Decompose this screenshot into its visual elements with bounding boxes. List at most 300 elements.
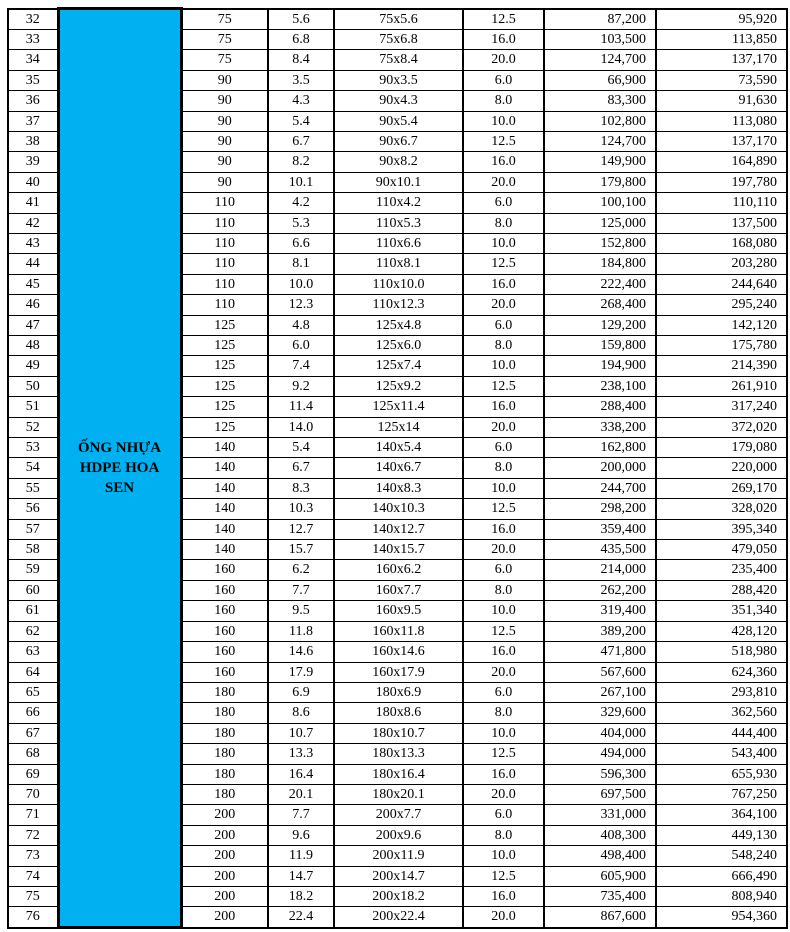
thickness-cell: 14.6 bbox=[268, 642, 334, 662]
price-1-cell: 389,200 bbox=[544, 621, 656, 641]
row-number-cell: 61 bbox=[8, 601, 58, 621]
row-number-cell: 47 bbox=[8, 315, 58, 335]
product-group-cell bbox=[58, 9, 181, 928]
pn-cell: 8.0 bbox=[463, 91, 544, 111]
pn-cell: 6.0 bbox=[463, 315, 544, 335]
size-cell: 90x8.2 bbox=[334, 152, 463, 172]
diameter-cell: 140 bbox=[181, 499, 268, 519]
price-1-cell: 152,800 bbox=[544, 233, 656, 253]
pn-cell: 6.0 bbox=[463, 560, 544, 580]
pn-cell: 10.0 bbox=[463, 601, 544, 621]
pn-cell: 12.5 bbox=[463, 131, 544, 151]
row-number-cell: 65 bbox=[8, 682, 58, 702]
diameter-cell: 180 bbox=[181, 703, 268, 723]
diameter-cell: 180 bbox=[181, 744, 268, 764]
price-2-cell: 328,020 bbox=[656, 499, 787, 519]
row-number-cell: 51 bbox=[8, 397, 58, 417]
diameter-cell: 200 bbox=[181, 866, 268, 886]
price-2-cell: 449,130 bbox=[656, 825, 787, 845]
price-1-cell: 124,700 bbox=[544, 131, 656, 151]
diameter-cell: 200 bbox=[181, 846, 268, 866]
price-2-cell: 203,280 bbox=[656, 254, 787, 274]
price-1-cell: 359,400 bbox=[544, 519, 656, 539]
pn-cell: 16.0 bbox=[463, 642, 544, 662]
thickness-cell: 7.4 bbox=[268, 356, 334, 376]
pn-cell: 6.0 bbox=[463, 438, 544, 458]
pn-cell: 10.0 bbox=[463, 356, 544, 376]
row-number-cell: 59 bbox=[8, 560, 58, 580]
price-2-cell: 110,110 bbox=[656, 193, 787, 213]
thickness-cell: 6.7 bbox=[268, 131, 334, 151]
row-number-cell: 48 bbox=[8, 336, 58, 356]
row-number-cell: 44 bbox=[8, 254, 58, 274]
size-cell: 125x9.2 bbox=[334, 376, 463, 396]
pn-cell: 10.0 bbox=[463, 478, 544, 498]
size-cell: 140x5.4 bbox=[334, 438, 463, 458]
thickness-cell: 10.3 bbox=[268, 499, 334, 519]
row-number-cell: 64 bbox=[8, 662, 58, 682]
size-cell: 140x6.7 bbox=[334, 458, 463, 478]
diameter-cell: 90 bbox=[181, 111, 268, 131]
diameter-cell: 160 bbox=[181, 642, 268, 662]
price-2-cell: 372,020 bbox=[656, 417, 787, 437]
price-2-cell: 954,360 bbox=[656, 907, 787, 928]
thickness-cell: 6.9 bbox=[268, 682, 334, 702]
thickness-cell: 6.2 bbox=[268, 560, 334, 580]
row-number-cell: 72 bbox=[8, 825, 58, 845]
thickness-cell: 5.4 bbox=[268, 111, 334, 131]
size-cell: 180x10.7 bbox=[334, 723, 463, 743]
thickness-cell: 4.2 bbox=[268, 193, 334, 213]
pn-cell: 16.0 bbox=[463, 764, 544, 784]
row-number-cell: 39 bbox=[8, 152, 58, 172]
size-cell: 160x9.5 bbox=[334, 601, 463, 621]
pn-cell: 10.0 bbox=[463, 723, 544, 743]
thickness-cell: 10.7 bbox=[268, 723, 334, 743]
price-2-cell: 548,240 bbox=[656, 846, 787, 866]
price-1-cell: 87,200 bbox=[544, 9, 656, 30]
price-1-cell: 735,400 bbox=[544, 886, 656, 906]
size-cell: 200x18.2 bbox=[334, 886, 463, 906]
price-1-cell: 262,200 bbox=[544, 580, 656, 600]
row-number-cell: 52 bbox=[8, 417, 58, 437]
row-number-cell: 37 bbox=[8, 111, 58, 131]
size-cell: 125x7.4 bbox=[334, 356, 463, 376]
size-cell: 180x16.4 bbox=[334, 764, 463, 784]
size-cell: 110x10.0 bbox=[334, 274, 463, 294]
price-2-cell: 113,080 bbox=[656, 111, 787, 131]
diameter-cell: 160 bbox=[181, 560, 268, 580]
row-number-cell: 73 bbox=[8, 846, 58, 866]
diameter-cell: 160 bbox=[181, 601, 268, 621]
row-number-cell: 43 bbox=[8, 233, 58, 253]
row-number-cell: 45 bbox=[8, 274, 58, 294]
product-group-label: ỐNG NHỰA HDPE HOA SEN bbox=[77, 439, 162, 497]
diameter-cell: 90 bbox=[181, 91, 268, 111]
table-row bbox=[8, 9, 787, 30]
thickness-cell: 4.3 bbox=[268, 91, 334, 111]
price-1-cell: 329,600 bbox=[544, 703, 656, 723]
pn-cell: 12.5 bbox=[463, 744, 544, 764]
diameter-cell: 125 bbox=[181, 417, 268, 437]
price-1-cell: 567,600 bbox=[544, 662, 656, 682]
row-number-cell: 71 bbox=[8, 805, 58, 825]
price-1-cell: 404,000 bbox=[544, 723, 656, 743]
pn-cell: 10.0 bbox=[463, 846, 544, 866]
thickness-cell: 6.0 bbox=[268, 336, 334, 356]
price-2-cell: 351,340 bbox=[656, 601, 787, 621]
pn-cell: 8.0 bbox=[463, 703, 544, 723]
thickness-cell: 17.9 bbox=[268, 662, 334, 682]
price-2-cell: 137,500 bbox=[656, 213, 787, 233]
price-2-cell: 168,080 bbox=[656, 233, 787, 253]
size-cell: 200x11.9 bbox=[334, 846, 463, 866]
size-cell: 180x8.6 bbox=[334, 703, 463, 723]
price-1-cell: 100,100 bbox=[544, 193, 656, 213]
size-cell: 90x4.3 bbox=[334, 91, 463, 111]
pn-cell: 20.0 bbox=[463, 172, 544, 192]
price-2-cell: 235,400 bbox=[656, 560, 787, 580]
diameter-cell: 200 bbox=[181, 805, 268, 825]
size-cell: 125x4.8 bbox=[334, 315, 463, 335]
size-cell: 110x12.3 bbox=[334, 295, 463, 315]
size-cell: 75x8.4 bbox=[334, 50, 463, 70]
pn-cell: 20.0 bbox=[463, 540, 544, 560]
price-2-cell: 142,120 bbox=[656, 315, 787, 335]
thickness-cell: 16.4 bbox=[268, 764, 334, 784]
price-1-cell: 408,300 bbox=[544, 825, 656, 845]
price-2-cell: 767,250 bbox=[656, 784, 787, 804]
pn-cell: 16.0 bbox=[463, 519, 544, 539]
thickness-cell: 6.7 bbox=[268, 458, 334, 478]
price-1-cell: 331,000 bbox=[544, 805, 656, 825]
thickness-cell: 22.4 bbox=[268, 907, 334, 928]
pn-cell: 8.0 bbox=[463, 458, 544, 478]
price-1-cell: 129,200 bbox=[544, 315, 656, 335]
pn-cell: 20.0 bbox=[463, 50, 544, 70]
price-1-cell: 596,300 bbox=[544, 764, 656, 784]
price-2-cell: 295,240 bbox=[656, 295, 787, 315]
price-1-cell: 338,200 bbox=[544, 417, 656, 437]
diameter-cell: 125 bbox=[181, 356, 268, 376]
price-2-cell: 261,910 bbox=[656, 376, 787, 396]
pn-cell: 10.0 bbox=[463, 111, 544, 131]
pn-cell: 20.0 bbox=[463, 907, 544, 928]
diameter-cell: 125 bbox=[181, 397, 268, 417]
size-cell: 160x14.6 bbox=[334, 642, 463, 662]
row-number-cell: 75 bbox=[8, 886, 58, 906]
pn-cell: 6.0 bbox=[463, 682, 544, 702]
thickness-cell: 6.6 bbox=[268, 233, 334, 253]
thickness-cell: 8.6 bbox=[268, 703, 334, 723]
diameter-cell: 180 bbox=[181, 764, 268, 784]
price-1-cell: 66,900 bbox=[544, 70, 656, 90]
diameter-cell: 160 bbox=[181, 580, 268, 600]
size-cell: 160x6.2 bbox=[334, 560, 463, 580]
pn-cell: 16.0 bbox=[463, 152, 544, 172]
price-1-cell: 124,700 bbox=[544, 50, 656, 70]
pn-cell: 8.0 bbox=[463, 336, 544, 356]
size-cell: 110x6.6 bbox=[334, 233, 463, 253]
price-2-cell: 288,420 bbox=[656, 580, 787, 600]
price-2-cell: 95,920 bbox=[656, 9, 787, 30]
price-2-cell: 364,100 bbox=[656, 805, 787, 825]
thickness-cell: 10.1 bbox=[268, 172, 334, 192]
thickness-cell: 5.4 bbox=[268, 438, 334, 458]
price-2-cell: 197,780 bbox=[656, 172, 787, 192]
pn-cell: 12.5 bbox=[463, 499, 544, 519]
row-number-cell: 46 bbox=[8, 295, 58, 315]
thickness-cell: 10.0 bbox=[268, 274, 334, 294]
size-cell: 125x6.0 bbox=[334, 336, 463, 356]
thickness-cell: 7.7 bbox=[268, 580, 334, 600]
row-number-cell: 33 bbox=[8, 29, 58, 49]
size-cell: 180x6.9 bbox=[334, 682, 463, 702]
row-number-cell: 69 bbox=[8, 764, 58, 784]
thickness-cell: 12.7 bbox=[268, 519, 334, 539]
diameter-cell: 90 bbox=[181, 172, 268, 192]
row-number-cell: 57 bbox=[8, 519, 58, 539]
thickness-cell: 11.9 bbox=[268, 846, 334, 866]
pn-cell: 12.5 bbox=[463, 254, 544, 274]
price-1-cell: 102,800 bbox=[544, 111, 656, 131]
price-1-cell: 214,000 bbox=[544, 560, 656, 580]
diameter-cell: 180 bbox=[181, 784, 268, 804]
row-number-cell: 70 bbox=[8, 784, 58, 804]
price-2-cell: 91,630 bbox=[656, 91, 787, 111]
diameter-cell: 140 bbox=[181, 458, 268, 478]
price-1-cell: 471,800 bbox=[544, 642, 656, 662]
pn-cell: 20.0 bbox=[463, 662, 544, 682]
pn-cell: 16.0 bbox=[463, 29, 544, 49]
diameter-cell: 75 bbox=[181, 50, 268, 70]
price-1-cell: 288,400 bbox=[544, 397, 656, 417]
row-number-cell: 62 bbox=[8, 621, 58, 641]
diameter-cell: 110 bbox=[181, 193, 268, 213]
size-cell: 160x17.9 bbox=[334, 662, 463, 682]
size-cell: 160x7.7 bbox=[334, 580, 463, 600]
row-number-cell: 49 bbox=[8, 356, 58, 376]
price-1-cell: 184,800 bbox=[544, 254, 656, 274]
size-cell: 75x6.8 bbox=[334, 29, 463, 49]
row-number-cell: 68 bbox=[8, 744, 58, 764]
thickness-cell: 3.5 bbox=[268, 70, 334, 90]
thickness-cell: 11.8 bbox=[268, 621, 334, 641]
row-number-cell: 41 bbox=[8, 193, 58, 213]
thickness-cell: 6.8 bbox=[268, 29, 334, 49]
diameter-cell: 110 bbox=[181, 254, 268, 274]
size-cell: 125x14 bbox=[334, 417, 463, 437]
thickness-cell: 8.4 bbox=[268, 50, 334, 70]
diameter-cell: 90 bbox=[181, 152, 268, 172]
price-1-cell: 244,700 bbox=[544, 478, 656, 498]
price-2-cell: 444,400 bbox=[656, 723, 787, 743]
size-cell: 140x10.3 bbox=[334, 499, 463, 519]
price-2-cell: 175,780 bbox=[656, 336, 787, 356]
row-number-cell: 67 bbox=[8, 723, 58, 743]
diameter-cell: 140 bbox=[181, 540, 268, 560]
diameter-cell: 140 bbox=[181, 438, 268, 458]
diameter-cell: 110 bbox=[181, 274, 268, 294]
thickness-cell: 9.5 bbox=[268, 601, 334, 621]
thickness-cell: 9.2 bbox=[268, 376, 334, 396]
pn-cell: 20.0 bbox=[463, 295, 544, 315]
price-1-cell: 159,800 bbox=[544, 336, 656, 356]
size-cell: 90x3.5 bbox=[334, 70, 463, 90]
diameter-cell: 125 bbox=[181, 336, 268, 356]
price-2-cell: 244,640 bbox=[656, 274, 787, 294]
thickness-cell: 4.8 bbox=[268, 315, 334, 335]
pn-cell: 16.0 bbox=[463, 274, 544, 294]
price-2-cell: 428,120 bbox=[656, 621, 787, 641]
table-body bbox=[8, 9, 787, 928]
size-cell: 200x14.7 bbox=[334, 866, 463, 886]
pn-cell: 6.0 bbox=[463, 70, 544, 90]
row-number-cell: 38 bbox=[8, 131, 58, 151]
pn-cell: 12.5 bbox=[463, 376, 544, 396]
price-1-cell: 268,400 bbox=[544, 295, 656, 315]
pn-cell: 20.0 bbox=[463, 784, 544, 804]
price-2-cell: 179,080 bbox=[656, 438, 787, 458]
pn-cell: 8.0 bbox=[463, 825, 544, 845]
price-2-cell: 164,890 bbox=[656, 152, 787, 172]
price-1-cell: 83,300 bbox=[544, 91, 656, 111]
pn-cell: 8.0 bbox=[463, 213, 544, 233]
diameter-cell: 180 bbox=[181, 723, 268, 743]
price-2-cell: 624,360 bbox=[656, 662, 787, 682]
diameter-cell: 125 bbox=[181, 376, 268, 396]
price-2-cell: 317,240 bbox=[656, 397, 787, 417]
diameter-cell: 140 bbox=[181, 478, 268, 498]
size-cell: 90x5.4 bbox=[334, 111, 463, 131]
size-cell: 110x5.3 bbox=[334, 213, 463, 233]
size-cell: 140x8.3 bbox=[334, 478, 463, 498]
thickness-cell: 8.3 bbox=[268, 478, 334, 498]
price-2-cell: 220,000 bbox=[656, 458, 787, 478]
diameter-cell: 160 bbox=[181, 621, 268, 641]
row-number-cell: 53 bbox=[8, 438, 58, 458]
price-2-cell: 137,170 bbox=[656, 50, 787, 70]
size-cell: 110x4.2 bbox=[334, 193, 463, 213]
diameter-cell: 200 bbox=[181, 825, 268, 845]
size-cell: 160x11.8 bbox=[334, 621, 463, 641]
price-2-cell: 543,400 bbox=[656, 744, 787, 764]
thickness-cell: 5.3 bbox=[268, 213, 334, 233]
price-1-cell: 162,800 bbox=[544, 438, 656, 458]
diameter-cell: 90 bbox=[181, 70, 268, 90]
price-1-cell: 494,000 bbox=[544, 744, 656, 764]
row-number-cell: 36 bbox=[8, 91, 58, 111]
row-number-cell: 40 bbox=[8, 172, 58, 192]
pn-cell: 20.0 bbox=[463, 417, 544, 437]
price-1-cell: 125,000 bbox=[544, 213, 656, 233]
pn-cell: 12.5 bbox=[463, 866, 544, 886]
price-1-cell: 697,500 bbox=[544, 784, 656, 804]
row-number-cell: 32 bbox=[8, 9, 58, 30]
row-number-cell: 63 bbox=[8, 642, 58, 662]
pn-cell: 6.0 bbox=[463, 805, 544, 825]
pn-cell: 16.0 bbox=[463, 397, 544, 417]
size-cell: 180x13.3 bbox=[334, 744, 463, 764]
price-1-cell: 319,400 bbox=[544, 601, 656, 621]
diameter-cell: 140 bbox=[181, 519, 268, 539]
pn-cell: 12.5 bbox=[463, 9, 544, 30]
row-number-cell: 50 bbox=[8, 376, 58, 396]
price-1-cell: 267,100 bbox=[544, 682, 656, 702]
thickness-cell: 14.7 bbox=[268, 866, 334, 886]
pn-cell: 10.0 bbox=[463, 233, 544, 253]
thickness-cell: 13.3 bbox=[268, 744, 334, 764]
row-number-cell: 55 bbox=[8, 478, 58, 498]
thickness-cell: 20.1 bbox=[268, 784, 334, 804]
thickness-cell: 12.3 bbox=[268, 295, 334, 315]
price-1-cell: 222,400 bbox=[544, 274, 656, 294]
row-number-cell: 56 bbox=[8, 499, 58, 519]
price-2-cell: 479,050 bbox=[656, 540, 787, 560]
row-number-cell: 74 bbox=[8, 866, 58, 886]
size-cell: 90x6.7 bbox=[334, 131, 463, 151]
thickness-cell: 11.4 bbox=[268, 397, 334, 417]
thickness-cell: 8.1 bbox=[268, 254, 334, 274]
price-2-cell: 73,590 bbox=[656, 70, 787, 90]
price-2-cell: 666,490 bbox=[656, 866, 787, 886]
price-2-cell: 137,170 bbox=[656, 131, 787, 151]
pn-cell: 12.5 bbox=[463, 621, 544, 641]
row-number-cell: 35 bbox=[8, 70, 58, 90]
price-table bbox=[7, 7, 788, 929]
price-1-cell: 194,900 bbox=[544, 356, 656, 376]
thickness-cell: 9.6 bbox=[268, 825, 334, 845]
thickness-cell: 5.6 bbox=[268, 9, 334, 30]
diameter-cell: 200 bbox=[181, 907, 268, 928]
row-number-cell: 34 bbox=[8, 50, 58, 70]
price-1-cell: 103,500 bbox=[544, 29, 656, 49]
price-2-cell: 395,340 bbox=[656, 519, 787, 539]
pn-cell: 8.0 bbox=[463, 580, 544, 600]
diameter-cell: 75 bbox=[181, 9, 268, 30]
size-cell: 180x20.1 bbox=[334, 784, 463, 804]
diameter-cell: 110 bbox=[181, 233, 268, 253]
price-2-cell: 518,980 bbox=[656, 642, 787, 662]
pn-cell: 6.0 bbox=[463, 193, 544, 213]
size-cell: 200x7.7 bbox=[334, 805, 463, 825]
row-number-cell: 76 bbox=[8, 907, 58, 928]
thickness-cell: 15.7 bbox=[268, 540, 334, 560]
row-number-cell: 42 bbox=[8, 213, 58, 233]
price-1-cell: 605,900 bbox=[544, 866, 656, 886]
diameter-cell: 180 bbox=[181, 682, 268, 702]
size-cell: 125x11.4 bbox=[334, 397, 463, 417]
thickness-cell: 14.0 bbox=[268, 417, 334, 437]
price-2-cell: 655,930 bbox=[656, 764, 787, 784]
price-1-cell: 149,900 bbox=[544, 152, 656, 172]
size-cell: 200x9.6 bbox=[334, 825, 463, 845]
price-2-cell: 113,850 bbox=[656, 29, 787, 49]
diameter-cell: 110 bbox=[181, 295, 268, 315]
diameter-cell: 75 bbox=[181, 29, 268, 49]
price-1-cell: 238,100 bbox=[544, 376, 656, 396]
row-number-cell: 54 bbox=[8, 458, 58, 478]
thickness-cell: 8.2 bbox=[268, 152, 334, 172]
diameter-cell: 160 bbox=[181, 662, 268, 682]
diameter-cell: 200 bbox=[181, 886, 268, 906]
pn-cell: 16.0 bbox=[463, 886, 544, 906]
price-2-cell: 808,940 bbox=[656, 886, 787, 906]
thickness-cell: 18.2 bbox=[268, 886, 334, 906]
price-1-cell: 435,500 bbox=[544, 540, 656, 560]
price-1-cell: 298,200 bbox=[544, 499, 656, 519]
size-cell: 140x12.7 bbox=[334, 519, 463, 539]
